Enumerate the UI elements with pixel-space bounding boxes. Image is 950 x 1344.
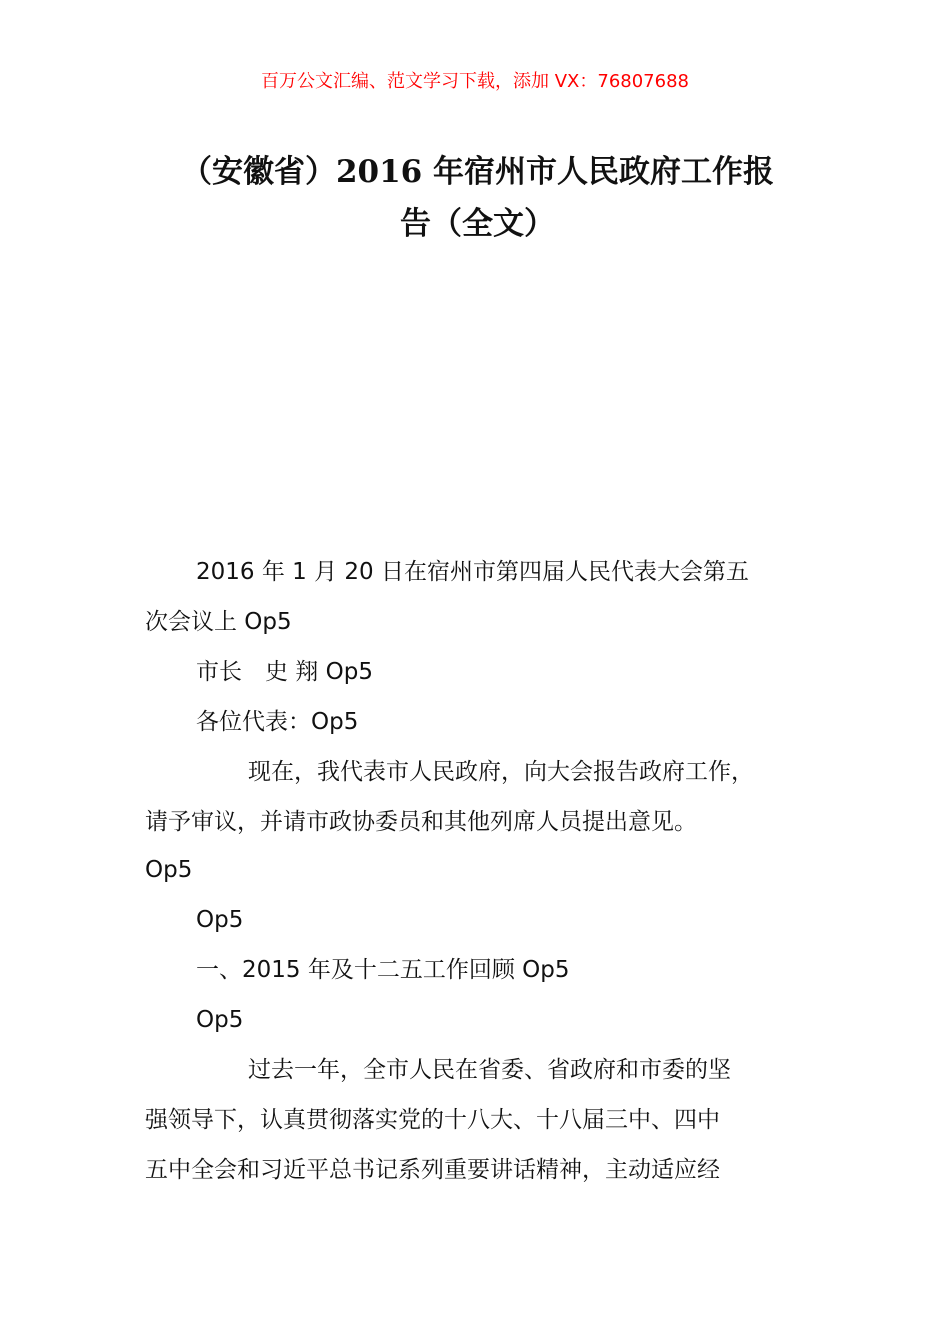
title-line-2: 告（全文）	[400, 206, 555, 242]
review-line-3: 五中全会和习近平总书记系列重要讲话精神，主动适应经	[145, 1157, 720, 1183]
date-line-1: 2016 年 1 月 20 日在宿州市第四届人民代表大会第五	[196, 559, 749, 585]
intro-line-2: 请予审议，并请市政协委员和其他列席人员提出意见。	[145, 809, 697, 835]
blank-marker-2: Op5	[196, 1007, 244, 1033]
date-line-2: 次会议上 Op5	[145, 609, 292, 635]
intro-line-1: 现在，我代表市人民政府，向大会报告政府工作，	[248, 759, 754, 785]
salutation-line: 各位代表：Op5	[196, 709, 359, 735]
speaker-line: 市长 史 翔 Op5	[196, 659, 373, 685]
intro-line-3: Op5	[145, 857, 193, 883]
review-line-2: 强领导下，认真贯彻落实党的十八大、十八届三中、四中	[145, 1107, 720, 1133]
section-heading: 一、2015 年及十二五工作回顾 Op5	[196, 957, 570, 983]
blank-marker-1: Op5	[196, 907, 244, 933]
title-line-1: （安徽省）2016 年宿州市人民政府工作报	[180, 154, 775, 190]
review-line-1: 过去一年，全市人民在省委、省政府和市委的坚	[248, 1057, 731, 1083]
document-title	[145, 146, 810, 250]
header-note: 百万公文汇编、范文学习下载，添加 VX：76807688	[261, 71, 689, 92]
